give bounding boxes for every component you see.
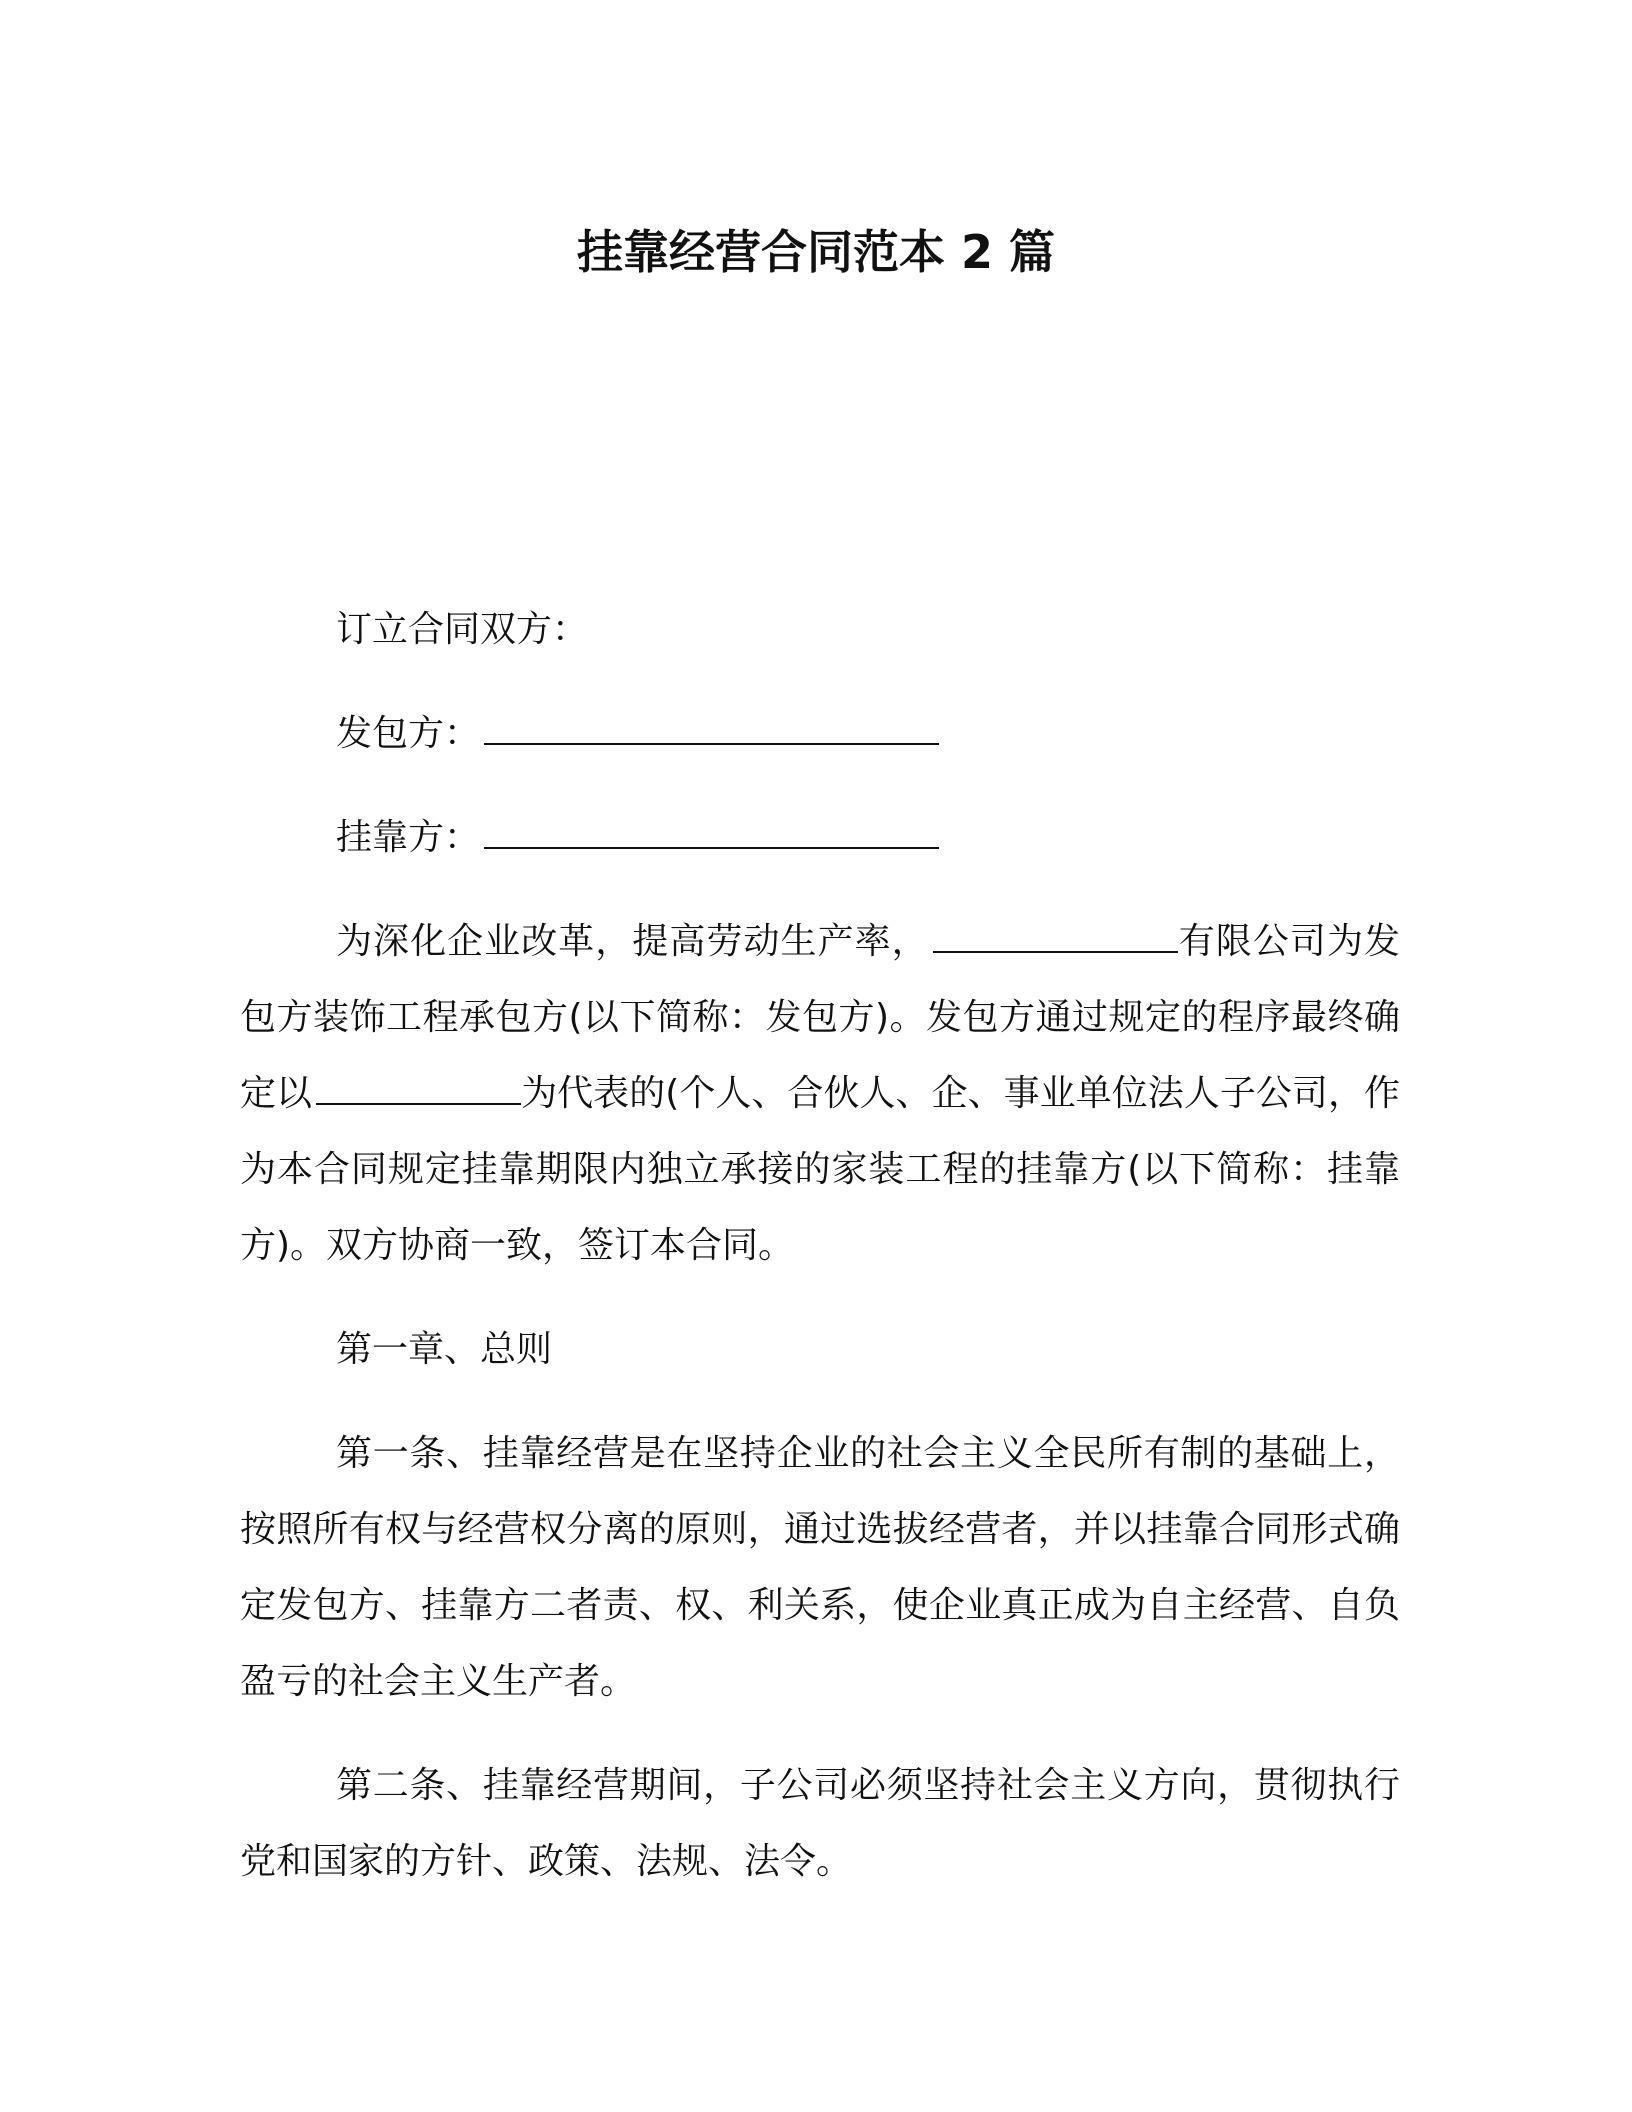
article-1-text: 第一条、挂靠经营是在坚持企业的社会主义全民所有制的基础上，按照所有权与经营权分离的原则，通过选拔经营者，并以挂靠合同形式确定发包方、挂靠方二者责、权、利关系，使企业真正成为自主经营、自负盈亏的社会主义生产者。 — [240, 1433, 1400, 1702]
party-b-label: 挂靠方： — [336, 817, 481, 858]
company-name-blank — [933, 911, 1178, 953]
document-body — [240, 592, 1400, 1928]
intro-text-3: 为代表的(个人、合伙人、企、事业单位法人子公司，作为本合同规定挂靠期限内独立承接的家装工程的挂靠方(以下简称：挂靠方)。双方协商一致，签订本合同。 — [240, 1073, 1400, 1266]
representative-blank — [316, 1063, 521, 1105]
party-b-blank — [484, 807, 939, 849]
parties-intro-text: 订立合同双方： — [336, 609, 589, 650]
document-title: 挂靠经营合同范本 2 篇 — [576, 225, 1056, 279]
party-a-label: 发包方： — [336, 713, 481, 754]
party-a-line — [240, 696, 1400, 772]
party-b-line — [240, 800, 1400, 876]
intro-text-2: 有限公司为发包方装饰工程承包方(以下简称：发包方)。发包方通过规定的程序最终确定以 — [240, 921, 1400, 1114]
article-2 — [240, 1748, 1400, 1900]
chapter-1-text: 第一章、总则 — [336, 1329, 553, 1370]
article-1 — [240, 1416, 1400, 1720]
intro-paragraph — [240, 904, 1400, 1284]
article-2-text: 第二条、挂靠经营期间，子公司必须坚持社会主义方向，贯彻执行党和国家的方针、政策、法规、法令。 — [240, 1765, 1400, 1882]
intro-text-1: 为深化企业改革，提高劳动生产率， — [336, 921, 929, 962]
party-a-blank — [484, 703, 939, 745]
chapter-1-heading — [240, 1312, 1400, 1388]
parties-intro — [240, 592, 1400, 668]
